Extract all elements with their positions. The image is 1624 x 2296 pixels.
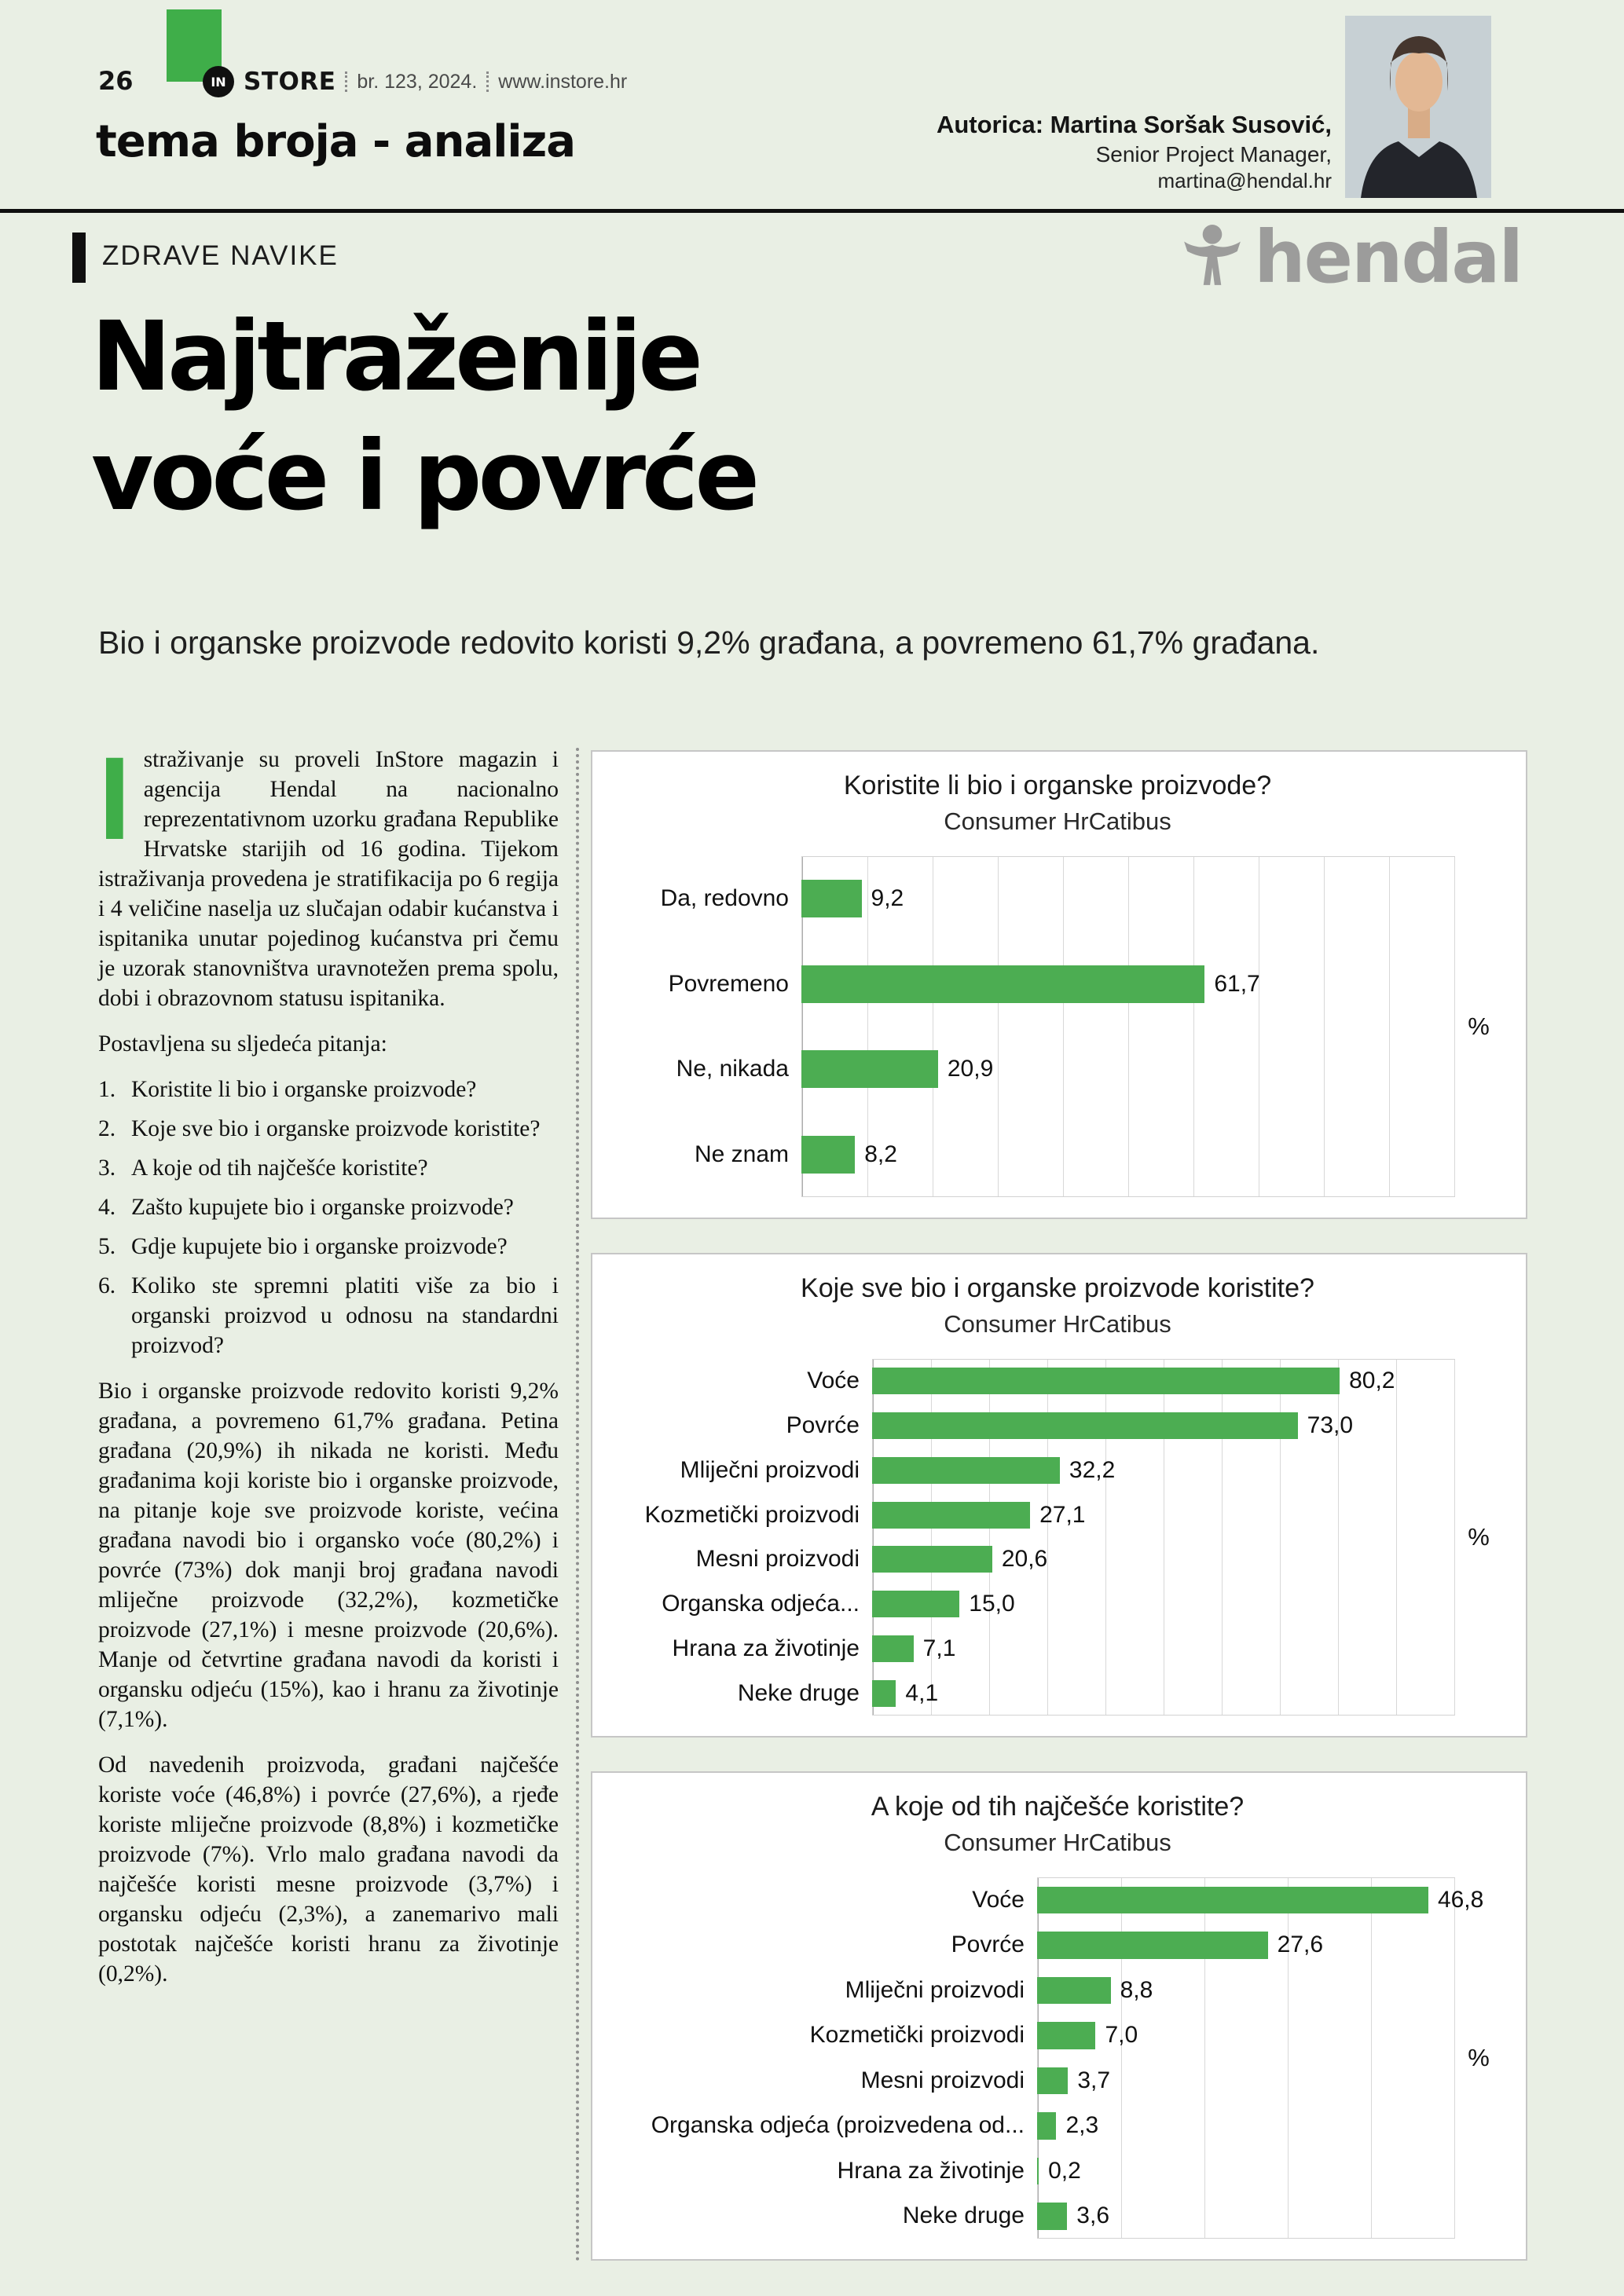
category-axis xyxy=(613,856,801,1197)
question-text: Gdje kupujete bio i organske proizvode? xyxy=(131,1234,508,1259)
body-paragraph-results: Bio i organske proizvode redovito koristi 9,2% građana, a povremeno 61,7% građana. Petina građana (20,9%) ih nikada ne koristi. Među građanima koji koriste bio i organske proizvode, na pitanje koje sve proizvode koriste, većina građana navodi bio i organsko voće (80,2%) i povrće (73%) dok manji broj građana navodi mliječne proizvode (32,2%), kozmetičke proizvode (27,1%) i mesne proizvode (20,6%). Manje od četvrtine građana navodi da koristi i organsku odjeću (15%), kao i hranu za životinje (7,1%). xyxy=(98,1379,559,1732)
hendal-wordmark: hendal xyxy=(1254,215,1522,299)
chart-row xyxy=(1037,2104,1455,2149)
category-label: Ne znam xyxy=(694,1141,789,1167)
hendal-logo xyxy=(1180,215,1522,299)
chart-title: A koje od tih najčešće koristite? xyxy=(871,1792,1245,1822)
bar-value-label: 80,2 xyxy=(1349,1368,1395,1394)
chart-bar xyxy=(1037,1887,1428,1914)
chart-row xyxy=(1037,1968,1455,2013)
bar-value-label: 61,7 xyxy=(1214,970,1260,997)
bar-value-label: 32,2 xyxy=(1069,1456,1116,1483)
bar-value-label: 3,7 xyxy=(1077,2067,1111,2093)
chart-products-used xyxy=(591,1253,1527,1738)
bar-value-label: 46,8 xyxy=(1437,1886,1484,1913)
bar-value-label: 20,6 xyxy=(1001,1546,1048,1573)
chart-bar xyxy=(872,1457,1060,1484)
question-text: Koliko ste spremni platiti više za bio i organski proizvod u odnosu na standardni proizvod? xyxy=(131,1273,559,1358)
category-label: Kozmetički proizvodi xyxy=(809,2022,1025,2049)
website-url: www.instore.hr xyxy=(498,70,628,93)
issue-number: br. 123, 2024. xyxy=(357,70,478,93)
author-email: martina@hendal.hr xyxy=(1157,168,1332,192)
section-heading: tema broja - analiza xyxy=(96,116,575,167)
chart-bar xyxy=(1037,2112,1056,2140)
author-name: Autorica: Martina Soršak Susović, xyxy=(936,111,1332,138)
category-label: Mesni proizvodi xyxy=(860,2067,1025,2093)
chart-bar xyxy=(872,1635,914,1662)
category-label: Voće xyxy=(972,1886,1025,1913)
chart-row xyxy=(801,1112,1455,1198)
chart-subtitle: Consumer HrCatibus xyxy=(944,807,1171,835)
axis-unit-label: % xyxy=(1468,1523,1490,1551)
kicker-label: ZDRAVE NAVIKE xyxy=(102,240,339,271)
bar-value-label: 73,0 xyxy=(1307,1412,1354,1439)
instore-logo-icon xyxy=(203,66,234,97)
plot-grid xyxy=(872,1359,1455,1716)
chart-plot-area xyxy=(613,1359,1502,1716)
header-rule xyxy=(0,209,1624,213)
chart-row xyxy=(872,1492,1455,1537)
chart-plot-area xyxy=(613,856,1502,1197)
chart-bar xyxy=(872,1546,992,1573)
chart-bar xyxy=(801,1136,855,1174)
kicker-bar xyxy=(72,233,86,283)
masthead xyxy=(203,66,627,97)
bar-value-label: 15,0 xyxy=(969,1591,1015,1617)
chart-row xyxy=(872,1404,1455,1448)
chart-bar xyxy=(872,1368,1340,1394)
category-label: Povrće xyxy=(786,1412,860,1439)
category-label: Povremeno xyxy=(668,970,789,997)
page-number: 26 xyxy=(98,66,134,96)
chart-bar xyxy=(1037,2022,1095,2049)
chart-row xyxy=(801,856,1455,942)
plot-grid xyxy=(1037,1877,1484,2239)
bar-value-label: 9,2 xyxy=(871,885,904,912)
category-label: Neke druge xyxy=(902,2203,1025,2229)
author-role: Senior Project Manager, xyxy=(1095,141,1332,167)
category-label: Organska odjeća (proizvedena od... xyxy=(651,2112,1025,2139)
chart-bar xyxy=(1037,2203,1067,2230)
category-label: Mliječni proizvodi xyxy=(680,1456,860,1483)
bar-value-label: 8,8 xyxy=(1120,1976,1153,2003)
chart-row xyxy=(801,942,1455,1027)
chart-subtitle: Consumer HrCatibus xyxy=(944,1829,1171,1856)
chart-bar xyxy=(872,1591,959,1617)
axis-unit-label: % xyxy=(1468,1013,1490,1040)
chart-bar xyxy=(872,1502,1030,1529)
author-block xyxy=(937,110,1332,193)
chart-row xyxy=(1037,1923,1455,1968)
chart-row xyxy=(872,1359,1455,1404)
question-number: 5. xyxy=(98,1234,116,1259)
question-text: A koje od tih najčešće koristite? xyxy=(131,1155,428,1181)
article-title xyxy=(91,297,756,536)
chart-row xyxy=(872,1671,1455,1716)
separator xyxy=(486,71,489,92)
chart-bar xyxy=(1037,1932,1268,1959)
chart-bio-usage xyxy=(591,750,1527,1219)
category-label: Mesni proizvodi xyxy=(695,1546,860,1573)
bar-value-label: 2,3 xyxy=(1065,2112,1099,2139)
question-item xyxy=(98,1075,559,1104)
chart-bar xyxy=(1037,2067,1068,2095)
chart-bar xyxy=(872,1680,896,1707)
question-number: 1. xyxy=(98,1077,116,1102)
question-text: Koje sve bio i organske proizvode koristite? xyxy=(131,1116,541,1141)
category-label: Mliječni proizvodi xyxy=(845,1976,1025,2003)
chart-title: Koristite li bio i organske proizvode? xyxy=(843,771,1272,800)
chart-plot-area xyxy=(613,1877,1502,2239)
question-number: 6. xyxy=(98,1273,116,1298)
instore-logo-wordmark: STORE xyxy=(244,68,336,96)
question-item xyxy=(98,1232,559,1262)
category-axis xyxy=(613,1359,872,1716)
question-item xyxy=(98,1192,559,1222)
hendal-person-icon xyxy=(1180,224,1245,292)
chart-row xyxy=(872,1448,1455,1493)
chart-row xyxy=(872,1537,1455,1582)
separator xyxy=(345,71,347,92)
question-number: 3. xyxy=(98,1155,116,1181)
chart-bar xyxy=(872,1412,1298,1439)
bar-value-label: 27,1 xyxy=(1039,1501,1086,1528)
article-lead: Bio i organske proizvode redovito koristi 9,2% građana, a povremeno 61,7% građana. xyxy=(98,624,1320,661)
chart-row xyxy=(1037,2148,1455,2194)
question-text: Zašto kupujete bio i organske proizvode? xyxy=(131,1195,514,1220)
category-axis xyxy=(613,1877,1037,2239)
article-title-line1: Najtraženije xyxy=(91,301,700,412)
chart-title: Koje sve bio i organske proizvode koristite? xyxy=(801,1273,1314,1303)
bar-value-label: 4,1 xyxy=(905,1679,939,1706)
category-label: Organska odjeća... xyxy=(662,1591,860,1617)
chart-subtitle: Consumer HrCatibus xyxy=(944,1310,1171,1338)
chart-row xyxy=(1037,2194,1455,2239)
category-label: Hrana za životinje xyxy=(837,2157,1025,2184)
chart-row xyxy=(872,1582,1455,1627)
category-label: Neke druge xyxy=(737,1679,860,1706)
chart-bar xyxy=(1037,1977,1111,2005)
article-title-line2: voće i povrće xyxy=(91,420,757,532)
question-item xyxy=(98,1271,559,1360)
intro-paragraph xyxy=(98,732,559,1013)
bar-rows xyxy=(872,1359,1455,1716)
chart-bar xyxy=(1037,2158,1039,2185)
question-number: 4. xyxy=(98,1195,116,1220)
bar-value-label: 0,2 xyxy=(1048,2157,1081,2184)
bar-value-label: 7,1 xyxy=(922,1635,956,1661)
chart-most-used xyxy=(591,1771,1527,2261)
bar-rows xyxy=(1037,1877,1484,2239)
column-divider xyxy=(576,748,579,2262)
category-label: Da, redovno xyxy=(660,885,789,912)
question-number: 2. xyxy=(98,1116,116,1141)
chart-row xyxy=(1037,1877,1484,1923)
chart-row xyxy=(801,1027,1455,1112)
chart-row xyxy=(1037,2013,1455,2059)
chart-row xyxy=(872,1627,1455,1672)
bar-value-label: 3,6 xyxy=(1076,2203,1110,2229)
category-label: Kozmetički proizvodi xyxy=(644,1501,860,1528)
chart-bar xyxy=(801,965,1204,1003)
dropcap-i: I xyxy=(98,732,131,864)
bar-value-label: 20,9 xyxy=(947,1056,994,1082)
chart-bar xyxy=(801,1050,938,1088)
bar-value-label: 8,2 xyxy=(864,1141,897,1167)
chart-row xyxy=(1037,2058,1455,2104)
question-item xyxy=(98,1153,559,1183)
axis-unit-label: % xyxy=(1468,2044,1490,2071)
bar-value-label: 7,0 xyxy=(1105,2022,1138,2049)
category-label: Povrće xyxy=(951,1932,1025,1958)
questions-intro: Postavljena su sljedeća pitanja: xyxy=(98,1031,387,1056)
author-photo xyxy=(1345,16,1491,198)
bar-value-label: 27,6 xyxy=(1277,1932,1324,1958)
category-label: Hrana za životinje xyxy=(672,1635,860,1661)
intro-text: straživanje su proveli InStore magazin i agencija Hendal na nacionalno reprezentativnom uzorku građana Republike Hrvatske starijih od 16 godina. Tijekom istraživanja provedena je stratifikacija po 6 regija i 4 veličine naselja uz slučajan odabir kućanstva i ispitanika unutar pojedinog kućanstva pri čemu je uzorak stanovništva uravnotežen prema spolu, dobi i obrazovnom statusu ispitanika. xyxy=(98,747,559,1011)
bar-rows xyxy=(801,856,1455,1197)
article-body xyxy=(98,732,559,2005)
question-item xyxy=(98,1114,559,1144)
plot-grid xyxy=(801,856,1455,1197)
instore-logo-in: IN xyxy=(211,74,226,90)
category-label: Voće xyxy=(807,1368,860,1394)
chart-bar xyxy=(801,880,862,917)
category-label: Ne, nikada xyxy=(676,1056,789,1082)
question-text: Koristite li bio i organske proizvode? xyxy=(131,1077,477,1102)
body-paragraph-frequency: Od navedenih proizvoda, građani najčešće koriste voće (46,8%) i povrće (27,6%), a rjeđe koriste mliječne proizvode (8,8%) i kozmetičke proizvode (7%). Vrlo malo građana navodi da najčešće koristi mesne proizvode (3,7%) i organsku odjeću (2,3%), a zanemarivo mali postotak najčešće koristi hranu za životinje (0,2%). xyxy=(98,1752,559,1987)
